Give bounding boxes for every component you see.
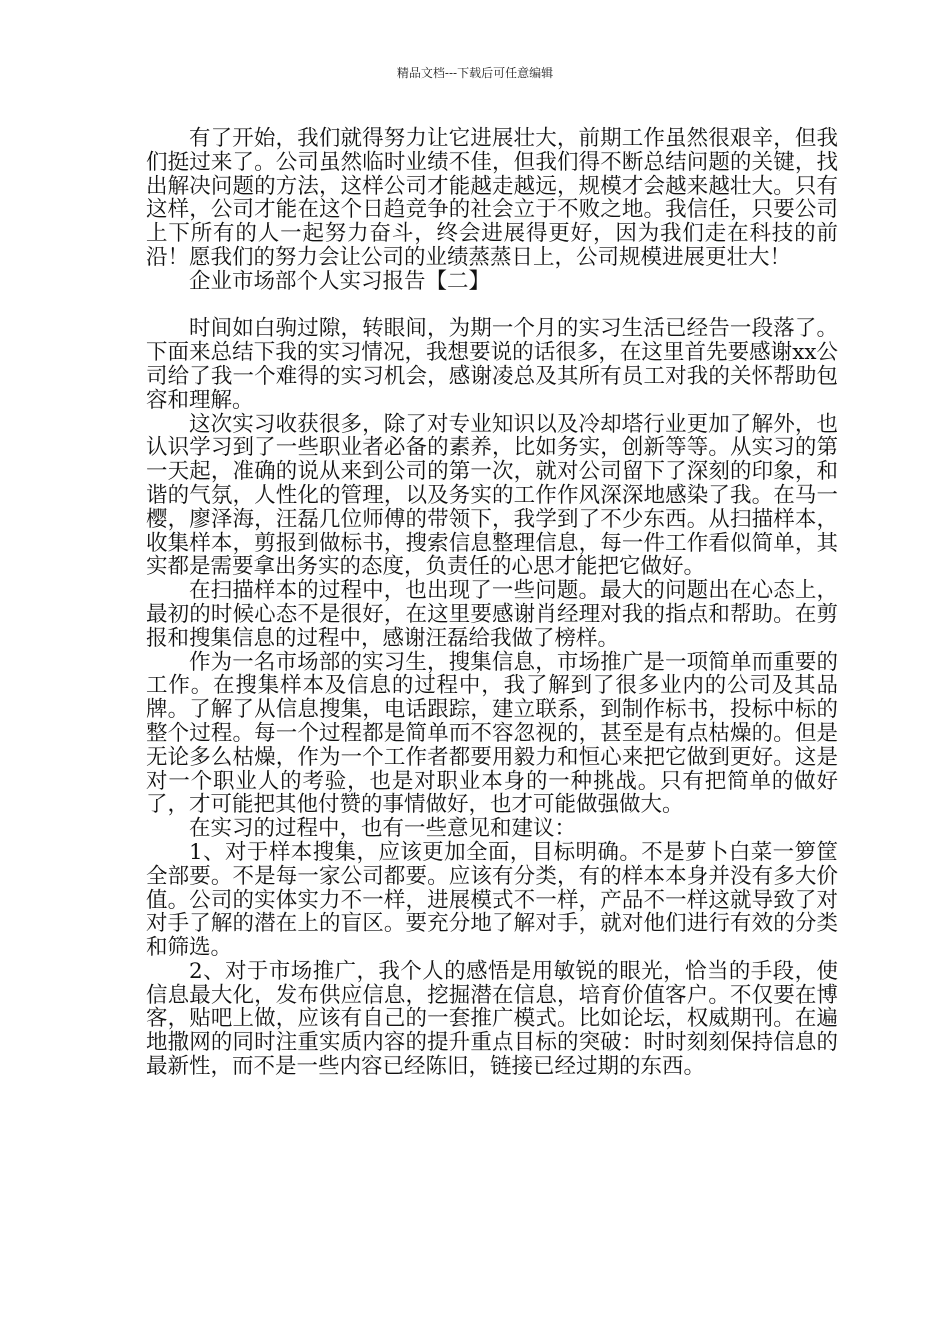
document-body <box>146 127 838 1079</box>
paragraph-suggestion-1: 1、对于样本搜集，应该更加全面，目标明确。不是萝卜白菜一箩筐全部要。不是每一家公司都要。应该有分类，有的样本本身并没有多大价值。公司的实体实力不一样，进展模式不一样，产品不一样这就导致了对对手了解的潜在上的盲区。要充分地了解对手，就对他们进行有效的分类和筛选。 <box>146 839 838 961</box>
paragraph-suggestions-heading: 在实习的过程中，也有一些意见和建议： <box>189 816 577 842</box>
blank-line <box>146 294 838 318</box>
paragraph-conclusion: 有了开始，我们就得努力让它进展壮大，前期工作虽然很艰辛，但我们挺过来了。公司虽然临时业绩不佳，但我们得不断总结问题的关键，找出解决问题的方法，这样公司才能越走越远，规模才会越来越壮大。只有这样，公司才能在这个日趋竞争的社会立于不败之地。我信任，只要公司上下所有的人一起努力奋斗，终会进展得更好，因为我们走在科技的前沿！愿我们的努力会让公司的业绩蒸蒸日上，公司规模进展更壮大！ <box>146 126 838 270</box>
page-header: 精品文档---下载后可任意编辑 <box>396 66 554 80</box>
section-title: 企业市场部个人实习报告【二】 <box>189 268 491 294</box>
paragraph-scanning: 在扫描样本的过程中，也出现了一些问题。最大的问题出在心态上，最初的时候心态不是很好，在这里要感谢肖经理对我的指点和帮助。在剪报和搜集信息的过程中，感谢汪磊给我做了榜样。 <box>146 578 838 651</box>
paragraph-intro: 时间如白驹过隙，转眼间，为期一个月的实习生活已经告一段落了。下面来总结下我的实习情况，我想要说的话很多，在这里首先要感谢xx公司给了我一个难得的实习机会，感谢凌总及其所有员工对我的关怀帮助包容和理解。 <box>146 316 838 413</box>
paragraph-marketing: 作为一名市场部的实习生，搜集信息，市场推广是一项简单而重要的工作。在搜集样本及信息的过程中，我了解到了很多业内的公司及其品牌。了解了从信息搜集，电话跟踪，建立联系，到制作标书，投标中标的整个过程。每一个过程都是简单而不容忽视的，甚至是有点枯燥的。但是无论多么枯燥，作为一个工作者都要用毅力和恒心来把它做到更好。这是对一个职业人的考验，也是对职业本身的一种挑战。只有把简单的做好了，才可能把其他付赞的事情做好，也才可能做强做大。 <box>146 649 838 818</box>
paragraph-suggestion-2: 2、对于市场推广，我个人的感悟是用敏锐的眼光，恰当的手段，使信息最大化，发布供应信息，挖掘潜在信息，培育价值客户。不仅要在博客，贴吧上做，应该有自己的一套推广模式。比如论坛，权威期刊。在遍地撒网的同时注重实质内容的提升重点目标的突破：时时刻刻保持信息的最新性，而不是一些内容已经陈旧，链接已经过期的东西。 <box>146 958 838 1080</box>
paragraph-harvest: 这次实习收获很多，除了对专业知识以及冷却塔行业更加了解外，也认识学习到了一些职业者必备的素养，比如务实，创新等等。从实习的第一天起，准确的说从来到公司的第一次，就对公司留下了深刻的印象，和谐的气氛，人性化的管理，以及务实的工作作风深深地感染了我。在马一樱，廖泽海，汪磊几位师傅的带领下，我学到了不少东西。从扫描样本，收集样本，剪报到做标书，搜索信息整理信息，每一件工作看似简单，其实都是需要拿出务实的态度，负责任的心思才能把它做好。 <box>146 411 838 580</box>
